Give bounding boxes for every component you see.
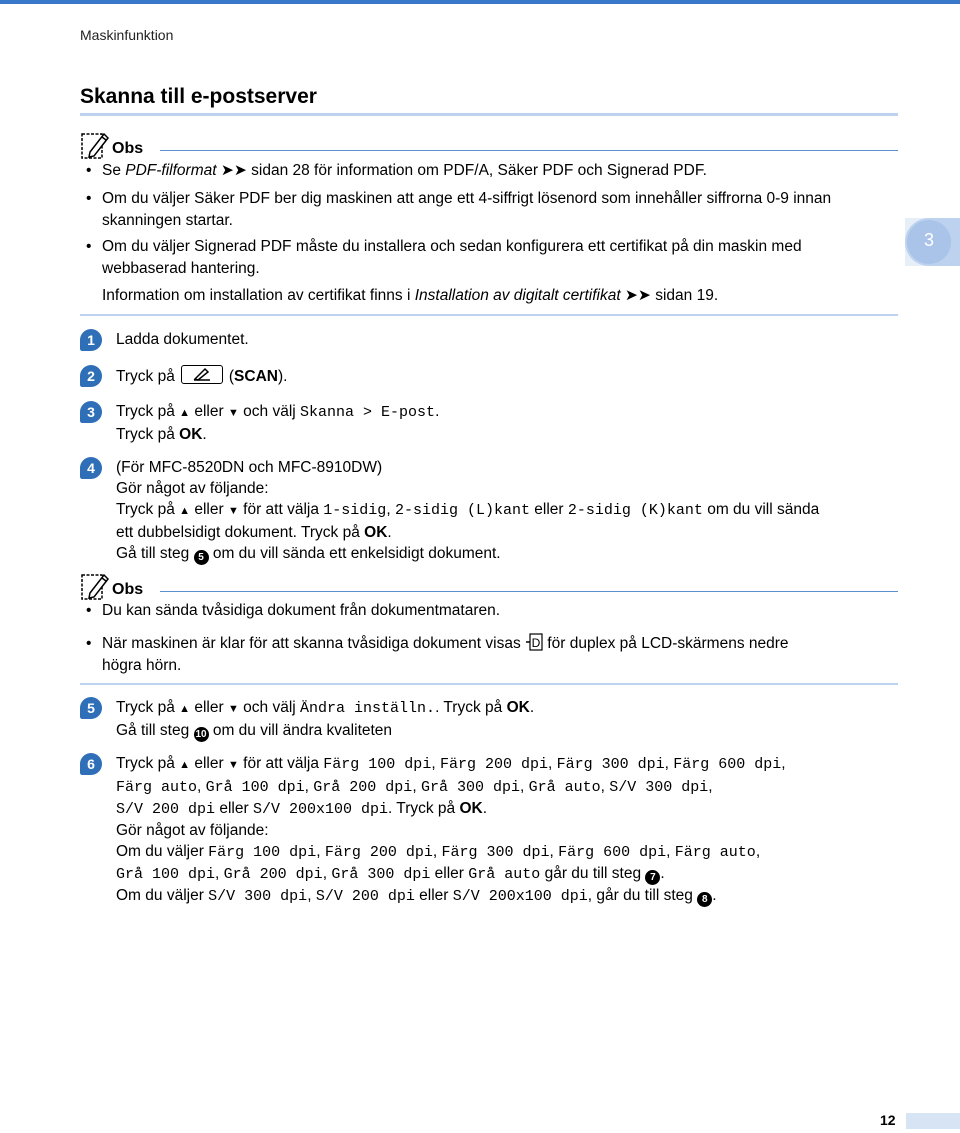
note-rule [160,150,898,151]
step-number: 3 [80,401,102,423]
note-rule [160,591,898,592]
list-item: • Se PDF-filformat ➤➤ sidan 28 för information om PDF/A, Säker PDF och Signerad PDF. [86,162,707,179]
down-arrow-icon: ▼ [227,407,239,419]
svg-text:D: D [531,636,541,650]
page-number-block [906,1113,960,1129]
down-arrow-icon: ▼ [227,505,239,517]
down-arrow-icon: ▼ [227,759,239,771]
section-title: Skanna till e-postserver [80,85,317,108]
step-number: 1 [80,329,102,351]
page-number: 12 [880,1112,896,1128]
duplex-icon [525,633,543,651]
step-ref-7: 7 [645,870,660,885]
down-arrow-icon: ▼ [227,703,239,715]
running-header: Maskinfunktion [80,27,174,43]
step-3: 3 Tryck på ▲ eller ▼ och välj Skanna > E-post. Tryck på OK. [80,401,900,445]
note-label: Obs [112,140,144,157]
list-item: • Du kan sända tvåsidiga dokument från dokumentmataren. [86,602,501,619]
note-pencil-icon [80,571,110,601]
note-label: Obs [112,581,144,598]
scan-button-icon [181,365,223,384]
title-underline [80,113,898,116]
step-number: 4 [80,457,102,479]
step-ref-10: 10 [195,729,207,740]
up-arrow-icon: ▲ [179,505,191,517]
list-item: • Om du väljer Signerad PDF måste du installera och sedan konfigurera ett certifikat på din maskin med webbaserad hantering. [86,238,802,277]
note-header [80,130,900,160]
step-number: 2 [80,365,102,387]
step-ref-8: 8 [697,892,712,907]
note-end-rule [80,314,898,316]
chapter-number: 3 [923,230,934,250]
step-number: 6 [80,753,102,775]
top-border [0,0,960,4]
up-arrow-icon: ▲ [179,703,191,715]
chapter-tab [905,218,960,266]
up-arrow-icon: ▲ [179,407,191,419]
step-6: 6 Tryck på ▲ eller ▼ för att välja Färg 100 dpi, Färg 200 dpi, Färg 300 dpi, Färg 600 dpi, Färg auto, Grå 100 dpi, Grå 200 dpi, Grå 300 dpi, Grå auto, S/V 300 dpi, S/V 200 dpi eller S/V 200x100 dpi. Tryck på OK. Gör något av följande: Om du väljer Färg 100 dpi, Färg 200 dpi, Färg 300 dpi, Färg 600 dpi, Färg auto, Grå 100 dpi, Grå 200 dpi, Grå 300 dpi eller Grå auto går du till steg 7 . Om du väljer S/V 300 dpi, S/V 200 dpi eller S/V 200x100 dpi, går du till steg 8 . [80,753,900,907]
note-paragraph: Information om installation av certifikat finns i Installation av digitalt certifikat ➤➤ sidan 19. [102,287,719,304]
note-end-rule [80,683,898,685]
step-5: 5 Tryck på ▲ eller ▼ och välj Ändra inställn.. Tryck på OK. Gå till steg 10 om du vill ändra kvaliteten [80,697,900,742]
list-item: • Om du väljer Säker PDF ber dig maskinen att ange ett 4-siffrigt lösenord som innehåller siffrorna 0-9 innan skanningen startar. [86,190,832,229]
step-number: 5 [80,697,102,719]
list-item: • När maskinen är klar för att skanna tvåsidiga dokument visas D för duplex på LCD-skärmens nedre högra hörn. [86,635,789,674]
step-1: 1 Ladda dokumentet. [80,329,900,350]
note-header [80,571,900,601]
up-arrow-icon: ▲ [179,759,191,771]
note-pencil-icon [80,130,110,160]
step-ref-5: 5 [194,550,209,565]
step-4: 4 (För MFC-8520DN och MFC-8910DW) Gör något av följande: Tryck på ▲ eller ▼ för att välja 1-sidig, 2-sidig (L)kant eller 2-sidig (K)kant om du vill sända ett dubbelsidigt dokument. Tryck på OK. Gå till steg 5 om du vill sända ett enkelsidigt dokument. [80,457,900,565]
step-2: 2 Tryck på (SCAN). [80,365,900,387]
